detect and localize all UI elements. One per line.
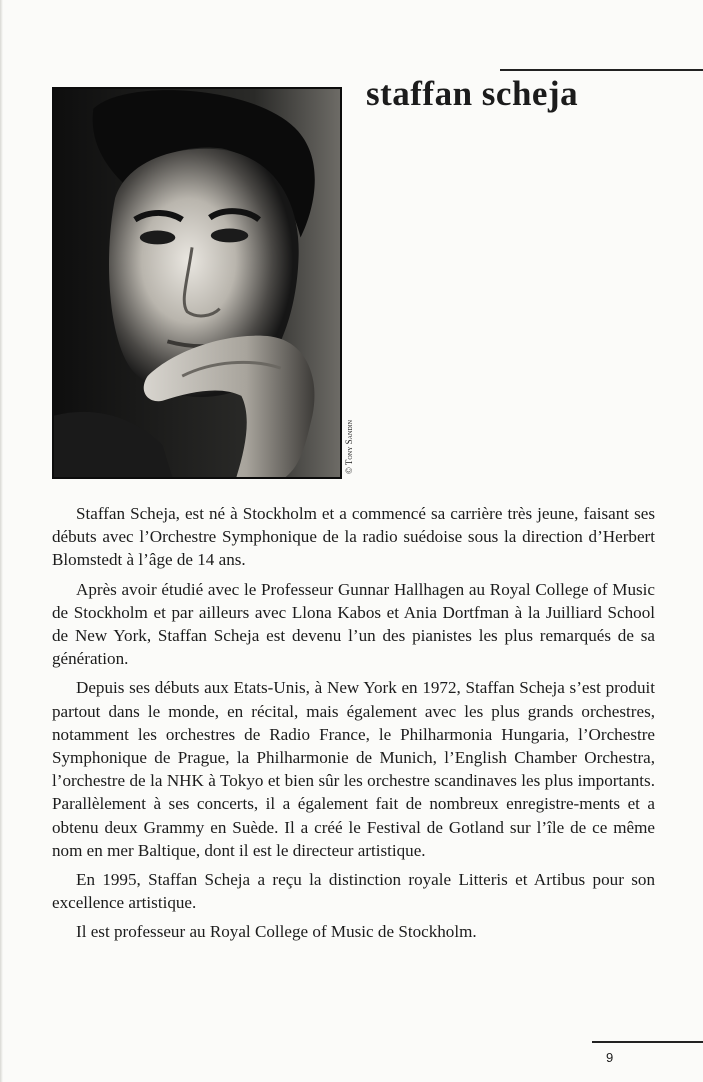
paragraph: Depuis ses débuts aux Etats-Unis, à New York en 1972, Staffan Scheja s’est produit partout dans le monde, en récital, mais également avec les plus grands orchestres, notamment les orchestres de Radio France, le Philharmonia Hungaria, l’Orchestre Symphonique de Prague, la Philharmonie de Munich, l’English Chamber Orchestra, l’orchestre de la NHK à Tokyo et bien sûr les orchestre scandinaves les plus importants. Parallèlement à ses concerts, il a également fait de nombreux enregistre-ments et a obtenu deux Grammy en Suède. Il a créé le Festival de Gotland sur l’île de ce même nom en mer Baltique, dont il est le directeur artistique.	[52, 678, 655, 860]
paragraph: En 1995, Staffan Scheja a reçu la distinction royale Litteris et Artibus pour son excellence artistique.	[52, 870, 655, 913]
title-rule	[500, 69, 703, 71]
biography-text	[52, 502, 655, 950]
paragraph: Après avoir étudié avec le Professeur Gunnar Hallhagen au Royal College of Music de Stockholm et par ailleurs avec Llona Kabos et Ania Dortfman à la Juilliard School de New York, Staffan Scheja est devenu l’un des pianistes les plus remarqués de sa génération.	[52, 579, 655, 669]
photo-credit-text: © Tony Sandin	[344, 419, 354, 474]
paragraph: Staffan Scheja, est né à Stockholm et a commencé sa carrière très jeune, faisant ses débuts avec l’Orchestre Symphonique de la radio suédoise sous la direction d’Herbert Blomstedt à l’âge de 14 ans.	[52, 504, 655, 570]
page-number: 9	[606, 1050, 614, 1065]
portrait-photo	[52, 87, 342, 479]
footer-rule	[592, 1041, 703, 1043]
page-edge	[0, 0, 3, 1082]
portrait-illustration	[54, 89, 340, 477]
page-title: staffan scheja	[366, 74, 579, 113]
paragraph: Il est professeur au Royal College of Music de Stockholm.	[76, 922, 477, 942]
